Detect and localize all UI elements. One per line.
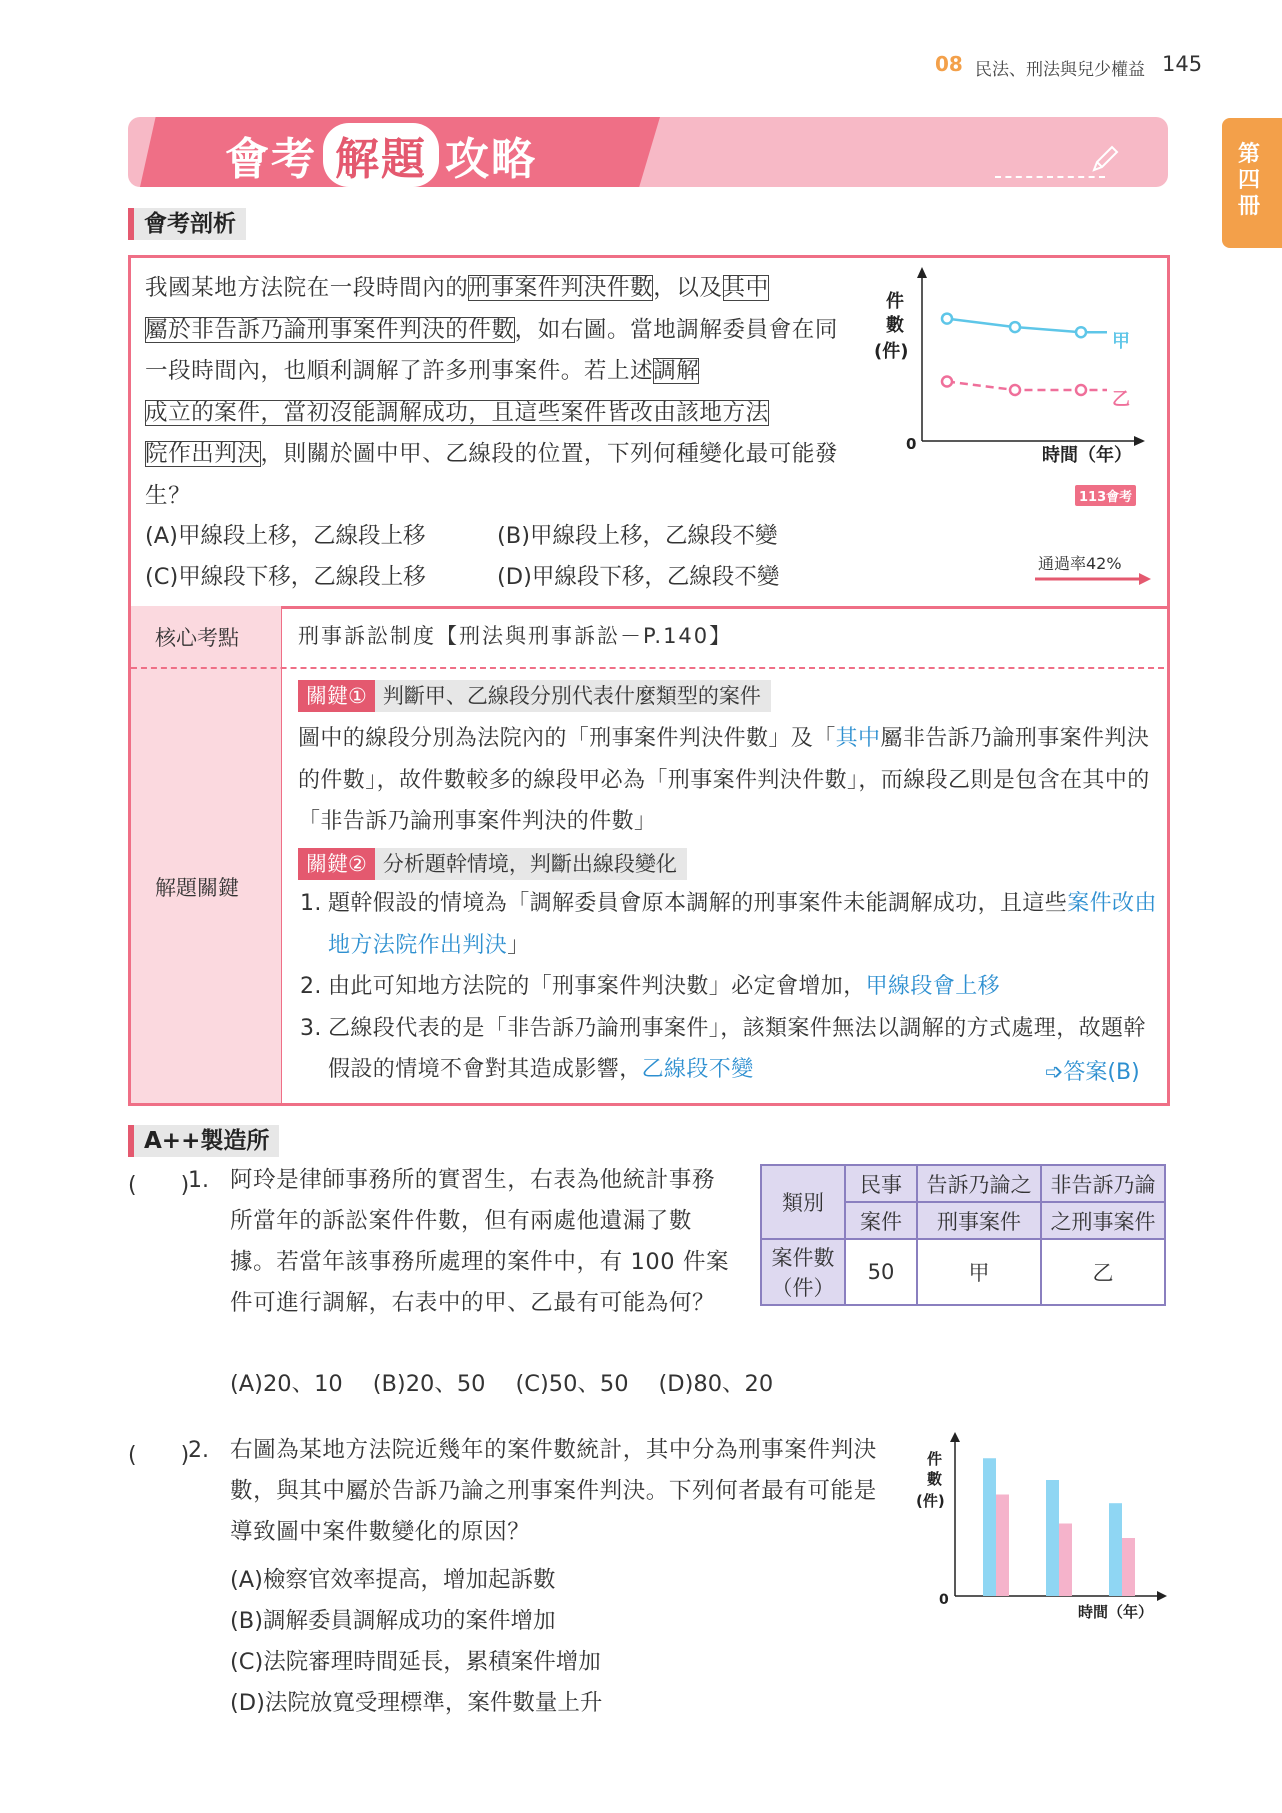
answer: ➩答案(B) [1045, 1060, 1140, 1085]
q-seg: ，則關於圖中甲、乙線段的位置，下列何種變化最可能發生？ [145, 441, 839, 509]
series-label-a: 甲 [1112, 331, 1130, 352]
q-highlight: 刑事案件判決件數 [468, 275, 654, 301]
option-c: (C)甲線段下移，乙線段上移 [145, 564, 426, 590]
q-highlight: 成立的案件，當初沒能調解成功，且這些案件皆改由該地方法 [145, 399, 769, 426]
key-2-title: 分析題幹情境，判斷出線段變化 [382, 852, 677, 876]
chart1-ylabel-unit: (件) [874, 341, 909, 362]
banner-title-part1: 會考 [225, 134, 317, 185]
solution-key-label: 解題關鍵 [155, 876, 239, 900]
table-row-label-1: 案件數 [771, 1246, 835, 1270]
table-row-label-2: （件） [771, 1276, 835, 1300]
q-highlight: 調解 [653, 358, 700, 384]
q2-option-c: (C)法院審理時間延長，累積案件增加 [230, 1649, 601, 1675]
chart1-series [942, 314, 1107, 395]
option-d: (D)甲線段下移，乙線段不變 [497, 564, 780, 590]
line-chart [860, 265, 1160, 465]
q-seg: ，以及 [653, 275, 723, 301]
table-header-category: 類別 [761, 1165, 845, 1239]
list-emphasis: 甲線段會上移 [865, 974, 1001, 999]
chart1-ylabel-1: 件 [886, 291, 904, 312]
banner-dashed-line [995, 176, 1105, 178]
chart2-origin: 0 [939, 1592, 949, 1608]
data-point [942, 314, 952, 324]
bar-total [1046, 1480, 1059, 1596]
table-cell-noncomplaint: 乙 [1041, 1239, 1165, 1305]
q1-text: 阿玲是律師事務所的實習生，右表為他統計事務所當年的訴訟案件件數，但有兩處他遺漏了數據。若當年該事務所處理的案件中，有 100 件案件可進行調解，右表中的甲、乙最有可能為何？ [230, 1167, 730, 1316]
list-emphasis: 乙線段不變 [641, 1057, 754, 1082]
q-highlight: 院作出判決 [145, 441, 261, 467]
table-header-complaint-2: 刑事案件 [917, 1202, 1041, 1239]
q2-answer-blank[interactable]: ( ) [128, 1443, 190, 1468]
option-a: (A)甲線段上移，乙線段上移 [145, 523, 426, 549]
chart2-xlabel: 時間（年） [1078, 1603, 1154, 1621]
q1-options [230, 1366, 803, 1398]
bar-complaint [996, 1495, 1009, 1597]
table-header-civil-2: 案件 [845, 1202, 917, 1239]
volume-label: 第四冊 [1238, 142, 1261, 219]
q2-option-d: (D)法院放寬受理標準，案件數量上升 [230, 1690, 603, 1716]
list-number: 3. [300, 1015, 322, 1041]
analysis-column-divider [281, 606, 282, 1103]
table-cell-civil: 50 [845, 1239, 917, 1305]
bar-total [1109, 1503, 1122, 1596]
chart2-bars [983, 1458, 1135, 1596]
key-1-paragraph [298, 718, 1158, 843]
list-text: 」 [507, 932, 530, 958]
table-cell-complaint: 甲 [917, 1239, 1041, 1305]
key-1-emphasis: 其中 [835, 726, 881, 751]
list-emphasis: 案件改由地方法院作出判決 [328, 891, 1157, 958]
list-text: 由此可知地方法院的「刑事案件判決數」必定會增加， [328, 974, 866, 999]
table-header-noncomplaint-2: 之刑事案件 [1041, 1202, 1165, 1239]
x-axis-arrow [1157, 1591, 1167, 1601]
bar-total [983, 1458, 996, 1596]
bar-complaint [1122, 1538, 1135, 1596]
key-2-list [298, 883, 1158, 1091]
list-text: 乙線段代表的是「非告訴乃論刑事案件」，該類案件無法以調解的方式處理，故題幹假設的情境不會對其造成影響， [328, 1015, 1146, 1082]
banner-title-highlight: 解題 [323, 123, 439, 187]
key-2-heading [298, 848, 687, 880]
series-label-b: 乙 [1112, 389, 1130, 410]
q1-option-a: (A)20、10 [230, 1371, 343, 1397]
core-point-text: 刑事訴訟制度【刑法與刑事訴訟－P.140】 [298, 624, 733, 648]
data-point [1010, 385, 1020, 395]
list-item [298, 1008, 1158, 1091]
q1-number: 1. [188, 1168, 209, 1193]
q-seg: ，如右圖。當地調解委員會在同一段時間內，也順利調解了許多刑事案件。若上述 [145, 316, 839, 384]
q1-option-b: (B)20、50 [372, 1371, 486, 1397]
table-header-complaint-1: 告訴乃論之 [917, 1165, 1041, 1202]
chart2-ylabel-unit: (件) [916, 1492, 945, 1510]
volume-side-tab [1222, 118, 1282, 248]
chart1-xlabel: 時間（年） [1042, 445, 1132, 465]
chart1-origin: 0 [906, 435, 917, 453]
pass-rate: 通過率42% [1038, 554, 1122, 573]
key-1-number: 關鍵① [298, 680, 375, 712]
data-point [942, 377, 952, 387]
analysis-row-divider [131, 667, 1164, 669]
table-row-label [761, 1239, 845, 1305]
q-highlight: 其中 [722, 275, 769, 301]
q2-text: 右圖為某地方法院近幾年的案件數統計，其中分為刑事案件判決數，與其中屬於告訴乃論之刑事案件判決。下列何者最有可能是導致圖中案件數變化的原因？ [230, 1437, 877, 1545]
banner-title [225, 123, 537, 187]
key-2-number: 關鍵② [298, 848, 375, 880]
data-point [1076, 385, 1086, 395]
key-1-heading [298, 680, 771, 712]
q-seg: 我國某地方法院在一段時間內的 [145, 275, 469, 301]
exam-question-text [145, 268, 857, 517]
y-axis-arrow [950, 1432, 960, 1442]
q1-option-d: (D)80、20 [658, 1371, 774, 1397]
table-header-civil-1: 民事 [845, 1165, 917, 1202]
list-item [298, 883, 1158, 966]
chapter-number: 08 [935, 52, 963, 76]
exam-year-badge: 113會考 [1075, 485, 1136, 506]
chart2-ylabel-1: 件 [927, 1450, 943, 1468]
section-tag-exam-analysis: 會考剖析 [128, 208, 246, 240]
banner-title-part2: 攻略 [445, 134, 537, 185]
key-1-text: 圖中的線段分別為法院內的「刑事案件判決件數」及「 [298, 726, 836, 751]
key-1-text: 屬非告訴乃論刑事案件判決的件數」，故件數較多的線段甲必為「刑事案件判決件數」，而線段乙則是包含在其中的「非告訴乃論刑事案件判決的件數」 [298, 726, 1150, 834]
chart2-ylabel-2: 數 [927, 1470, 943, 1488]
q1-table [760, 1164, 1166, 1306]
q-highlight: 屬於非告訴乃論刑事案件判決的件數 [145, 316, 515, 343]
option-b: (B)甲線段上移，乙線段不變 [497, 523, 778, 549]
chart1-ylabel-2: 數 [886, 315, 904, 336]
core-point-label: 核心考點 [155, 626, 239, 650]
y-axis-arrow [917, 267, 927, 278]
data-point [1010, 322, 1020, 332]
q2-option-b: (B)調解委員調解成功的案件增加 [230, 1608, 556, 1634]
list-number: 2. [300, 974, 322, 999]
table-header-noncomplaint-1: 非告訴乃論 [1041, 1165, 1165, 1202]
section-tag-practice: A++製造所 [128, 1125, 279, 1157]
list-item [298, 966, 1158, 1008]
pass-rate-arrow [1033, 572, 1153, 586]
page-number: 145 [1162, 52, 1203, 76]
analysis-label-column [131, 606, 281, 1103]
q2-number: 2. [188, 1438, 209, 1463]
q1-answer-blank[interactable]: ( ) [128, 1173, 190, 1198]
x-axis-arrow [1134, 436, 1145, 446]
chapter-title: 民法、刑法與兒少權益 [975, 60, 1145, 80]
pencil-icon [1088, 142, 1122, 176]
q2-option-a: (A)檢察官效率提高，增加起訴數 [230, 1567, 556, 1593]
list-text: 題幹假設的情境為「調解委員會原本調解的刑事案件未能調解成功，且這些 [328, 891, 1068, 916]
q1-option-c: (C)50、50 [515, 1371, 629, 1397]
key-1-title: 判斷甲、乙線段分別代表什麼類型的案件 [382, 684, 761, 708]
data-point [1076, 327, 1086, 337]
bar-chart [905, 1428, 1175, 1628]
list-number: 1. [300, 891, 322, 916]
bar-complaint [1059, 1524, 1072, 1597]
